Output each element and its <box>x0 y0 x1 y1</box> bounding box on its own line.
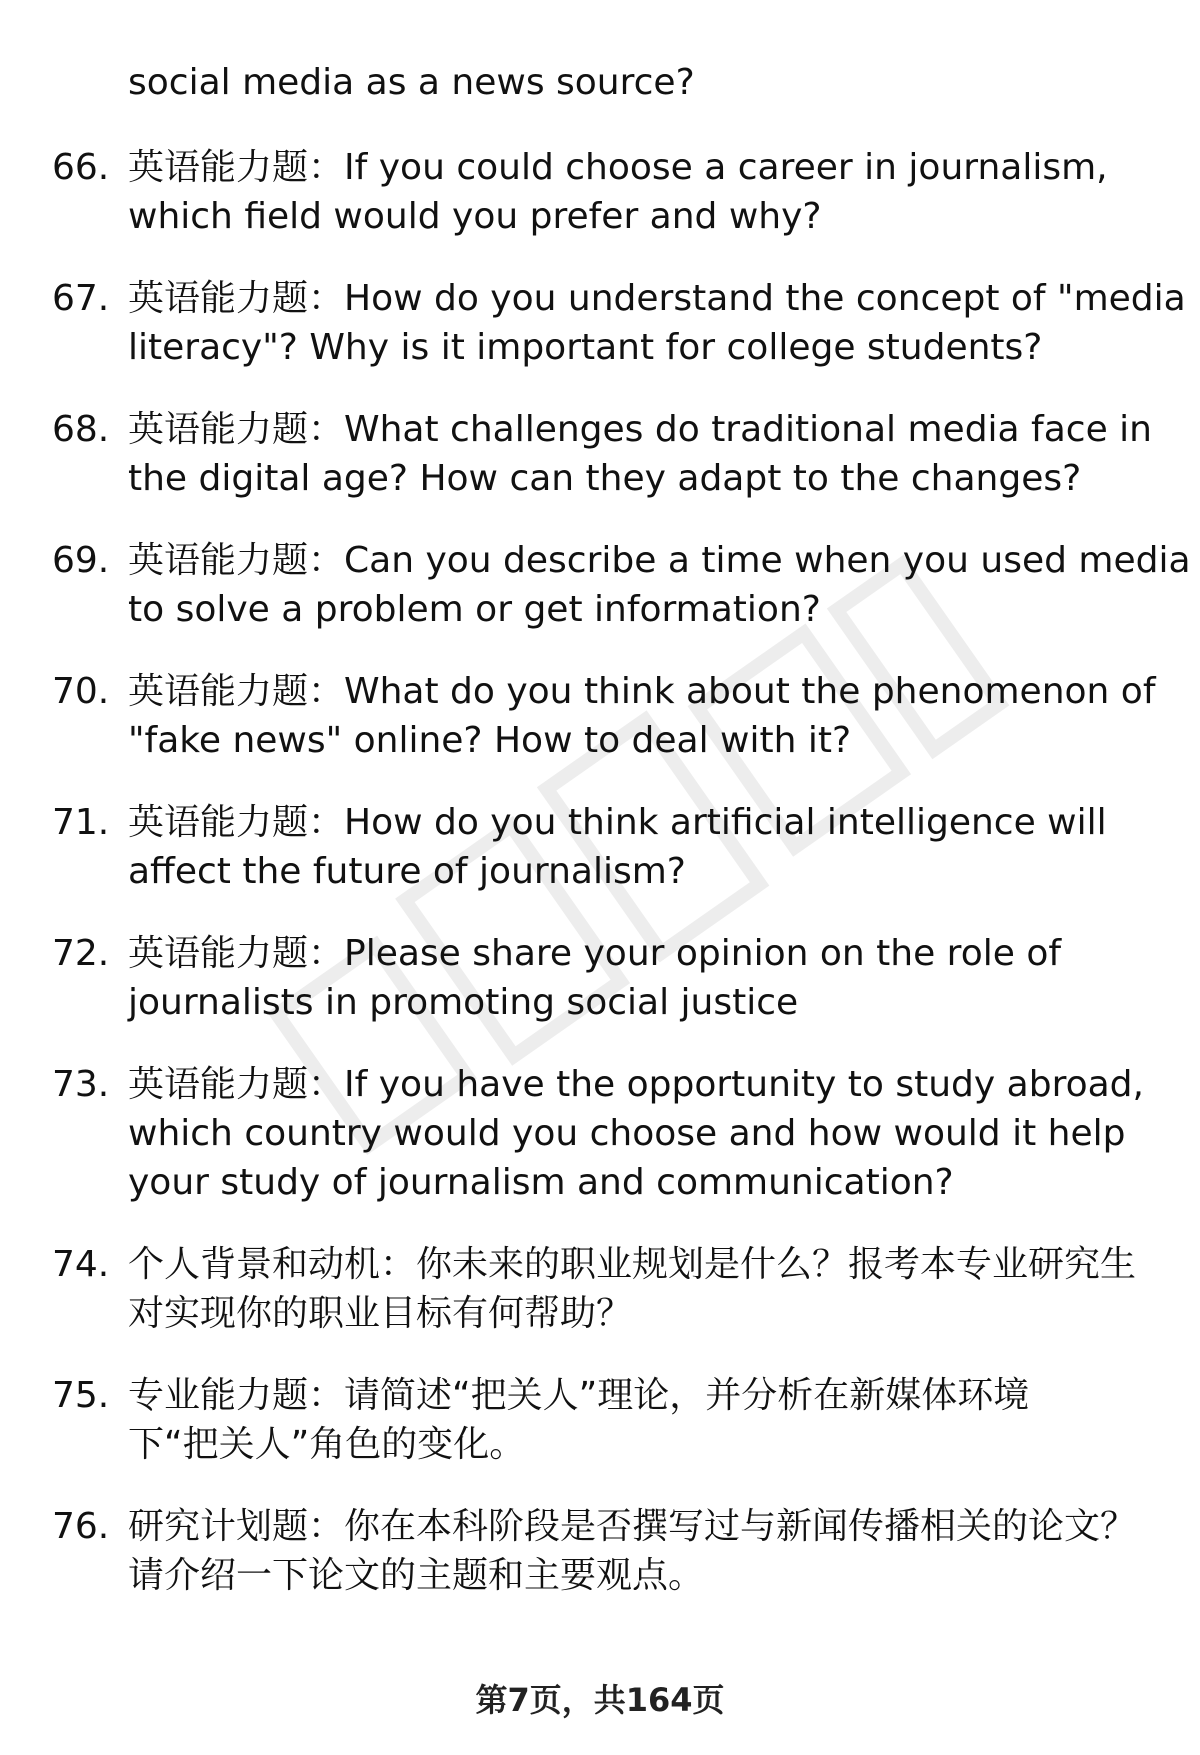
question-number: 67. <box>52 278 110 319</box>
question-text-line: 英语能力题：Can you describe a time when you used media <box>128 540 1191 581</box>
question-list <box>0 143 1200 1633</box>
continuation-text: social media as a news source? <box>128 62 695 103</box>
question-text-line: 英语能力题：What challenges do traditional media face in <box>128 409 1152 450</box>
question-text <box>128 274 1186 372</box>
question-text-line: your study of journalism and communication? <box>128 1162 954 1203</box>
question-text-line: which country would you choose and how would it help <box>128 1113 1126 1154</box>
question-text <box>128 1502 1168 1600</box>
question-text-line: "fake news" online? How to deal with it? <box>128 720 852 761</box>
question-number: 68. <box>52 409 110 450</box>
question-text-line: affect the future of journalism? <box>128 851 686 892</box>
question-text-line: 英语能力题：How do you think artificial intelligence will <box>128 802 1107 843</box>
question-text-line: the digital age? How can they adapt to the changes? <box>128 458 1082 499</box>
question-text <box>128 667 1168 765</box>
question-item <box>0 274 1200 372</box>
question-number: 66. <box>52 147 110 188</box>
question-text-line: 下“把关人”角色的变化。 <box>128 1424 526 1465</box>
question-item <box>0 798 1200 896</box>
question-text-line: literacy"? Why is it important for college students? <box>128 327 1043 368</box>
question-text-line: journalists in promoting social justice <box>128 982 799 1023</box>
question-text <box>128 143 1168 241</box>
question-text <box>128 536 1191 634</box>
question-text-line: 研究计划题：你在本科阶段是否撰写过与新闻传播相关的论文？ <box>128 1506 1137 1547</box>
question-text-line: which field would you prefer and why? <box>128 196 822 237</box>
question-text <box>128 1371 1168 1469</box>
question-item <box>0 1240 1200 1338</box>
question-text-line: 英语能力题：If you could choose a career in journalism, <box>128 147 1108 188</box>
question-text <box>128 798 1168 896</box>
question-text <box>128 929 1168 1027</box>
question-item <box>0 1502 1200 1600</box>
page-footer: 第7页，共164页 <box>475 1681 725 1719</box>
question-item <box>0 667 1200 765</box>
question-text-line: to solve a problem or get information? <box>128 589 821 630</box>
question-item <box>0 1371 1200 1469</box>
question-item <box>0 536 1200 634</box>
question-item <box>0 143 1200 241</box>
question-text <box>128 405 1168 503</box>
question-text-line: 对实现你的职业目标有何帮助？ <box>128 1293 633 1334</box>
question-number: 71. <box>52 802 110 843</box>
question-text-line: 专业能力题：请简述“把关人”理论，并分析在新媒体环境 <box>128 1375 1030 1416</box>
question-number: 69. <box>52 540 110 581</box>
question-text-line: 英语能力题：If you have the opportunity to study abroad, <box>128 1064 1144 1105</box>
question-text <box>128 1240 1168 1338</box>
question-text-line: 英语能力题：What do you think about the phenomenon of <box>128 671 1156 712</box>
question-text-line: 请介绍一下论文的主题和主要观点。 <box>128 1555 705 1596</box>
question-item <box>0 405 1200 503</box>
question-text-line: 个人背景和动机：你未来的职业规划是什么？报考本专业研究生 <box>128 1244 1137 1285</box>
question-number: 70. <box>52 671 110 712</box>
question-item <box>0 1060 1200 1207</box>
question-number: 73. <box>52 1064 110 1105</box>
question-number: 72. <box>52 933 110 974</box>
question-text <box>128 1060 1168 1207</box>
question-number: 74. <box>52 1244 110 1285</box>
question-number: 75. <box>52 1375 110 1416</box>
question-text-line: 英语能力题：How do you understand the concept of "media <box>128 278 1186 319</box>
question-text-line: 英语能力题：Please share your opinion on the role of <box>128 933 1062 974</box>
question-item <box>0 929 1200 1027</box>
question-number: 76. <box>52 1506 110 1547</box>
